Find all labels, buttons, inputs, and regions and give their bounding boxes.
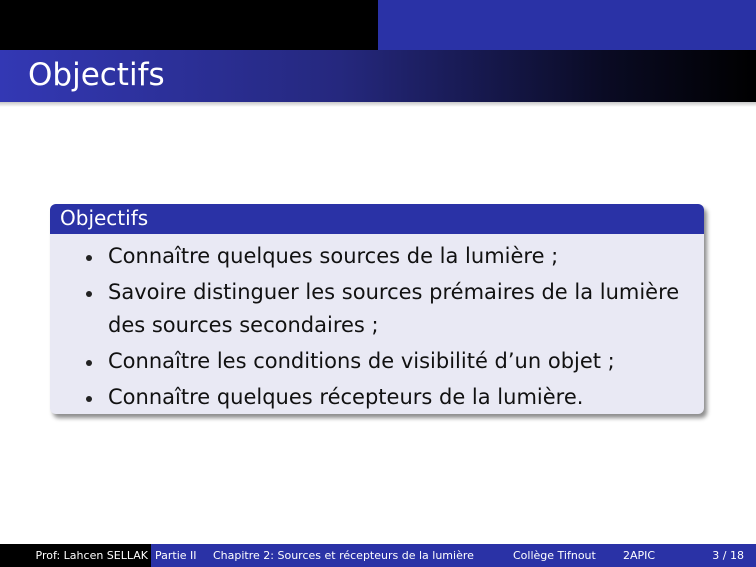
list-item-text: Connaître les conditions de visibilité d’un objet ; (108, 349, 615, 373)
footer-school: Collège Tifnout (513, 549, 596, 562)
bullet-icon (86, 255, 92, 261)
objectives-block (50, 204, 704, 414)
list-item (86, 276, 690, 342)
frame-title: Objectifs (28, 57, 165, 93)
frame-title-bar (0, 50, 756, 102)
block-title: Objectifs (50, 204, 704, 234)
footer-part: Partie II (155, 549, 197, 562)
list-item (86, 381, 690, 414)
footer-info (151, 544, 756, 567)
list-item-text: Connaître quelques récepteurs de la lumière. (108, 385, 584, 409)
list-item (86, 240, 690, 273)
bullet-icon (86, 396, 92, 402)
block-body (50, 234, 704, 414)
footer-author: Prof: Lahcen SELLAK (0, 544, 151, 567)
footline (0, 544, 756, 567)
footer-class: 2APIC (623, 549, 656, 562)
title-shadow (0, 102, 756, 107)
footer-chapter: Chapitre 2: Sources et récepteurs de la lumière (213, 549, 474, 562)
list-item (86, 345, 690, 378)
list-item-text: Savoire distinguer les sources prémaires de la lumière des sources secondaires ; (108, 280, 680, 337)
list-item-text: Connaître quelques sources de la lumière ; (108, 244, 559, 268)
section-navigation (0, 0, 378, 50)
subsection-navigation (378, 0, 756, 50)
footer-page-number: 3 / 18 (712, 549, 744, 562)
bullet-icon (86, 291, 92, 297)
headline-bar (0, 0, 756, 50)
bullet-icon (86, 360, 92, 366)
